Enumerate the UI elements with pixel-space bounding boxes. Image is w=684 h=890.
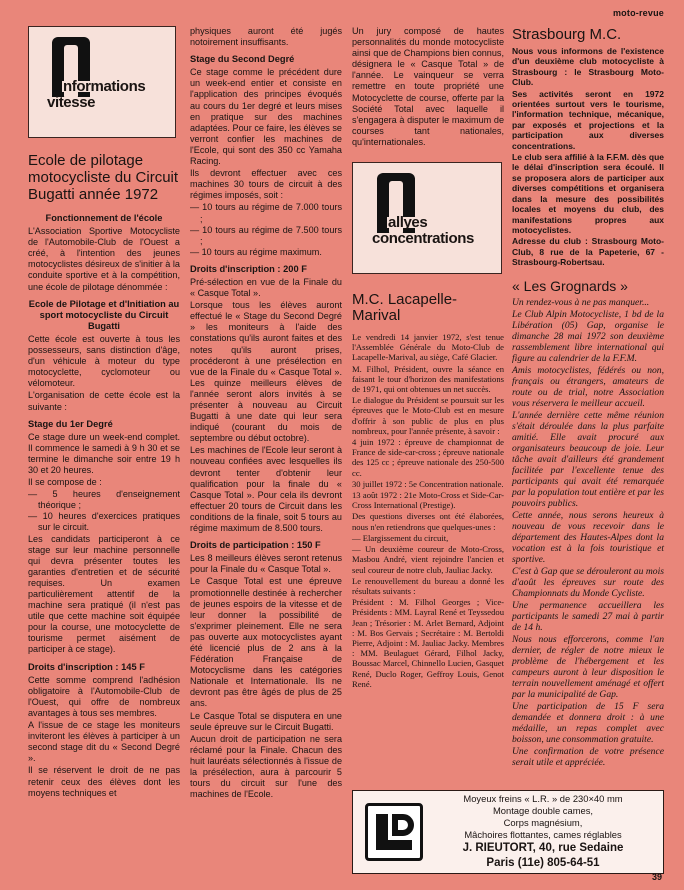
paragraph: Le dialogue du Président se poursuit sur les épreuves que le Moto-Club est en mesure d'offrir à son public de plus en plus nombreux, pour l'année présente, à savoir : xyxy=(352,395,504,436)
paragraph: physiques auront été jugés notoirement insuffisants. xyxy=(190,26,342,48)
section-heading: Ecole de Pilotage et d'Initiation au sport motocycliste du Circuit Bugatti xyxy=(28,298,180,331)
paragraph: 13 août 1972 : 21e Moto-Cross et Side-Car-Cross International (Prestige). xyxy=(352,490,504,511)
article-body xyxy=(512,46,664,268)
paragraph: Les machines de l'Ecole leur seront à nouveau confiées avec lesquelles ils devront tenter d'obtenir leur qualification pour la finale du « Casque Total ». Pour cela ils devront effectuer 20 tours de Circuit dans les conditions de la finale, soit 5 tours au régime maximum de 8.500 tours. xyxy=(190,445,342,534)
paragraph: L'année dernière cette même réunion s'était déroulée dans la plus parfaite amitié. Elle avait procuré aux organisateurs beaucoup de joie. Leur tâche avait d'ailleurs été grandement facilitée par l'excellente tenue des participants qui avait été remarquée par la population tout entière et par les pouvoirs publics. xyxy=(512,409,664,509)
paragraph: Ce stage comme le précédent dure un week-end entier et consiste en l'application des principes évoqués au cours du 1er degré et leurs mises en pratique sur des machines adaptées. Pour ce faire, les élèves se verront confier les machines de l'Ecole, qui sont des 350 cc Yamaha Racing. xyxy=(190,67,342,167)
ad-line: Montage double cames, xyxy=(492,805,594,816)
paragraph: M. Filhol, Président, ouvre la séance en faisant le tour d'horizon des manifestations de 1971, qui ont obtenues un net succès. xyxy=(352,363,504,395)
paragraph: Une confirmation de votre présence serait utile et appréciée. xyxy=(512,745,664,768)
article-body xyxy=(512,297,664,768)
paragraph: Le vendredi 14 janvier 1972, s'est tenue l'Assemblée Générale du Moto-Club de Lacapelle-Marival, au siège, Café Glacier. xyxy=(352,332,504,363)
paragraph: Cette somme comprend l'adhésion obligatoire à l'Automobile-Club de l'Ouest, qui offre de nombreux avantages à tous ses membres. xyxy=(28,674,180,718)
paragraph: Une participation de 15 F sera demandée et donnera droit : à une médaille, un repas complet avec boisson, une consommation gratuite. xyxy=(512,700,664,745)
paragraph: Les candidats participeront à ce stage sur leur machine personnelle qui devra présenter toutes les garanties d'entretien et de sécurité requises. Un examen particulièrement attentif de la machine sera pratiqué (il n'est pas utile que cette machine soit équipée pour la course, une motocyclette de tourisme permet aisément de participer à ce stage). xyxy=(28,533,180,655)
paragraph: Lorsque tous les élèves auront effectué le « Stage du Second Degré » les moniteurs à l'aide des constations qu'ils auront faites et des notes qu'ils auront prises, procéderont à une présélection en vue de la Finale du « Casque Total ». Les quinze meilleurs élèves de l'année seront alors invités à se présenter à nouveau au Circuit Bugatti à une date qui leur sera indiqué (courant du mois de septembre ou début octobre). xyxy=(190,300,342,444)
paragraph: Une permanence accueillera les participants le samedi 27 mai à partir de 14 h. xyxy=(512,599,664,633)
paragraph: Le Casque Total est une épreuve promotionnelle destinée à rechercher de jeunes espoirs de la vitesse et de leur donner la possibilité de s'exprimer pleinement. Elle ne sera pas ouverte aux motocyclistes ayant été licencié plus de 2 ans à la Fédération Française de Motocyclisme dans les catégories Nationale et Internationale. Ils ne devront pas être âgés de plus de 25 ans. xyxy=(190,576,342,709)
paragraph: Un rendez-vous à ne pas manquer... xyxy=(512,296,650,308)
ad-phone: Paris (11e) 805-64-51 xyxy=(486,857,600,869)
paragraph: Cette école est ouverte à tous les possesseurs, sans distinction d'âge, d'un véhicule à moteur du type motocyclette, cyclomoteur ou vélomoteur. xyxy=(28,333,180,389)
advertisement xyxy=(352,790,664,874)
ad-line: Mâchoires flottantes, cames réglables xyxy=(464,829,622,840)
paragraph: Nous vous informons de l'existence d'un deuxième club motocycliste à Strasbourg : le Strasbourg Moto-Club. xyxy=(512,46,664,88)
paragraph: Ils devront effectuer avec ces machines 30 tours de circuit à des régimes imposés, soit : xyxy=(190,168,342,201)
rallyes-concentrations-logo xyxy=(352,162,502,274)
paragraph: 4 juin 1972 : épreuve de championnat de France de side-car-cross ; épreuve nationale des 125 cc ; épreuve nationale des 250-500 cc. xyxy=(352,437,504,478)
paragraph: A l'issue de ce stage les moniteurs inviteront les élèves à participer à un second stage dit du « Second Degré ». xyxy=(28,720,180,764)
article-body xyxy=(352,332,504,689)
column-1 xyxy=(28,26,180,800)
article-title: Strasbourg M.C. xyxy=(512,26,622,43)
list xyxy=(28,489,180,533)
page-number: 39 xyxy=(651,872,662,882)
paragraph: L'Association Sportive Motocycliste de l'Automobile-Club de l'Ouest a créé, à l'intention des jeunes motocyclistes désireux de s'initier à la conduite sportive et à la compétition, une école de pilotage dénommée : xyxy=(28,226,180,292)
paragraph: Le club sera affilié à la F.F.M. dès que le délai d'inscription sera écoulé. Il se proposera alors de participer aux diverses compétitions et organisera dans la mesure des possibilités locales et moyens du club, des manifestations propres aux motocyclistes. xyxy=(512,152,664,235)
section-heading: Stage du 1er Degré xyxy=(28,418,113,429)
paragraph: Adresse du club : Strasbourg Moto-Club, 8 rue de la Papeterie, 67 - Strasbourg-Robertsau. xyxy=(512,236,664,268)
paragraph: Le renouvellement du bureau a donné les résultats suivants : xyxy=(352,575,504,596)
ad-address: J. RIEUTORT, 40, rue Sedaine xyxy=(462,842,624,854)
paragraph: Le Casque Total se disputera en une seule épreuve sur le Circuit Bugatti. xyxy=(190,710,342,732)
list-item: — 10 tours au régime de 7.500 tours ; xyxy=(190,224,342,246)
ad-line: Corps magnésium, xyxy=(503,817,583,828)
paragraph: Il se compose de : xyxy=(28,477,102,488)
list-item: — 10 tours au régime maximum. xyxy=(190,246,322,257)
list-item: — 10 heures d'exercices pratiques sur le circuit. xyxy=(28,511,180,533)
list-item: — Elargissement du circuit, xyxy=(352,532,449,543)
informations-vitesse-logo xyxy=(28,26,176,138)
section-heading: Stage du Second Degré xyxy=(190,54,295,65)
column-2 xyxy=(190,26,342,801)
paragraph: Il se réservent le droit de ne pas retenir ceux des élèves dont les moyens techniques et xyxy=(28,765,180,798)
paragraph: Nous nous efforcerons, comme l'an dernier, de régler de notre mieux le problème de l'hébergement et les campeurs auront à leur disposition le terrain nouvellement aménagé et offert par la municipalité de Gap. xyxy=(512,633,664,700)
paragraph: C'est à Gap que se dérouleront au mois d'août les épreuves sur route des Championnats du Monde Cycliste. xyxy=(512,565,664,599)
paragraph: Ce stage dure un week-end complet. Il commence le samedi à 9 h 30 et se termine le dimanche soir entre 19 h 30 et 20 heures. xyxy=(28,431,180,475)
list-item: — 5 heures d'enseignement théorique ; xyxy=(28,489,180,511)
article-title: « Les Grognards » xyxy=(512,277,628,294)
logo-text-line2: concentrations xyxy=(372,230,474,248)
paragraph: Les 8 meilleurs élèves seront retenus pour la Finale du « Casque Total ». xyxy=(190,553,342,575)
logo-text-line1: allyes xyxy=(388,214,428,232)
article-title: Ecole de pilotage motocycliste du Circuit Bugatti année 1972 xyxy=(28,152,179,203)
paragraph: Des questions diverses ont été élaborées, nous n'en retiendrons que quelques-unes : xyxy=(352,511,504,532)
lr-logo-icon xyxy=(365,803,423,861)
magazine-brand: moto-revue xyxy=(612,8,664,18)
paragraph: Cette année, nous serons heureux à nouveau de vous recevoir dans le département des Hautes-Alpes dont la vocation est à la fois touristique et sportive. xyxy=(512,509,664,565)
paragraph: Un jury composé de hautes personnalités du monde motocycliste ainsi que de Champions bien connus, désignera le « Casque Total » de l'année. Le vainqueur se verra remettre en toute propriété une Motocyclette de course, offerte par la Société Total avec laquelle il s'engagera à disputer le maximum de courses tant nationales, qu'internationales. xyxy=(352,26,504,147)
list-item: — Un deuxième coureur de Moto-Cross, Masbou André, vient rejoindre l'ancien et seul coureur de notre club, Jauliac Jacky. xyxy=(352,544,504,575)
paragraph: Pré-sélection en vue de la Finale du « Casque Total ». xyxy=(190,276,342,299)
paragraph: 30 juillet 1972 : 5e Concentration nationale. xyxy=(352,478,504,489)
paragraph: Aucun droit de participation ne sera réclamé pour la Finale. Chacun des huit lauréats sélectionnés à l'issue de la présélection, aura à parcourir 5 tours du circuit sur l'une des machines de l'Ecole. xyxy=(190,733,342,800)
logo-text-line2: vitesse xyxy=(47,94,96,111)
list-item: — 10 tours au régime de 7.000 tours ; xyxy=(190,202,342,224)
logo-text-line1: nformations xyxy=(63,78,146,95)
paragraph: Le Club Alpin Motocycliste, 1 bd de la Libération (05) Gap, organise le dimanche 28 mai 1972 son deuxième rassemblement libre international qui figure au calendrier de la F.F.M. xyxy=(512,308,664,364)
advertisement-text xyxy=(423,793,663,871)
column-3 xyxy=(352,26,504,690)
ad-line: Moyeux freins « L.R. » de 230×40 mm xyxy=(463,793,623,804)
paragraph: Ses activités seront en 1972 orientées surtout vers le tourisme, l'information technique, mécanique, par exposés et projections et la participation aux diverses concentrations. xyxy=(512,88,664,151)
paragraph: L'organisation de cette école est la suivante : xyxy=(28,390,180,412)
section-heading: Droits d'inscription : 200 F xyxy=(190,263,307,274)
paragraph: Président : M. Filhol Georges ; Vice-Présidents : MM. Layral René et Teyssedou Jean ; Trésorier : M. Arlet Bernard, Adjoint : M. Bos Gervais ; Secrétaire : M. Bertoldi Pierre, Adjoint : M. Jauliac Jacky. Membres : MM. Beulaguet Gérard, Filhol Jacky, Boussac Marcel, Chinnello Lucien, Gasquet René, Duclo Roger, Geffroy Louis, Genot René. xyxy=(352,597,504,689)
section-heading: Droits de participation : 150 F xyxy=(190,540,321,551)
article-title: M.C. Lacapelle-Marival xyxy=(352,291,458,325)
column-4 xyxy=(512,26,664,769)
list xyxy=(190,202,342,257)
paragraph: Amis motocyclistes, fédérés ou non, français ou étrangers, amateurs de route ou de trial, notre Association vous réservera le meilleur accueil. xyxy=(512,364,664,409)
section-heading: Fonctionnement de l'école xyxy=(45,213,163,223)
section-heading: Droits d'inscription : 145 F xyxy=(28,661,145,672)
